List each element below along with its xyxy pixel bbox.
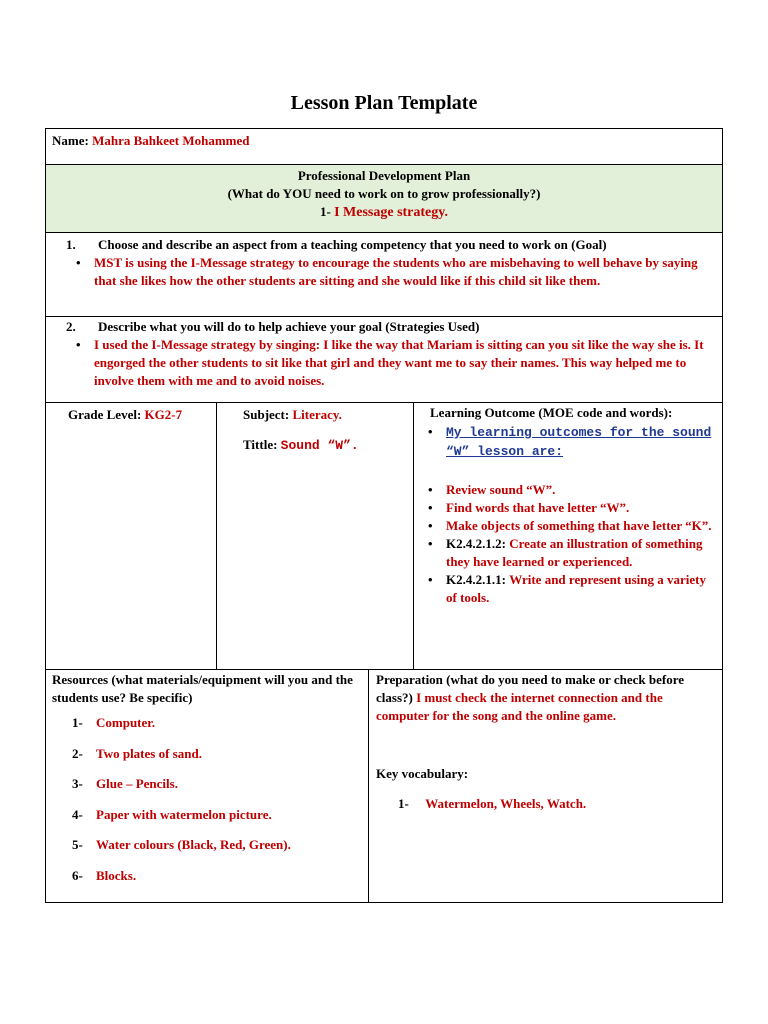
- outcome-text: Make objects of something that have letter “K”.: [446, 518, 712, 533]
- pdp-row: [46, 165, 723, 233]
- goal-number: 1.: [66, 237, 76, 252]
- resource-item: [72, 836, 362, 854]
- resource-number: 2-: [72, 745, 83, 761]
- outcome-text: Review sound “W”.: [446, 482, 556, 497]
- name-label: Name:: [52, 133, 89, 148]
- subject-label: Subject:: [243, 407, 290, 422]
- resource-item: [72, 745, 362, 763]
- tittle-label: Tittle:: [243, 437, 278, 452]
- subject-cell: [217, 403, 414, 670]
- resource-number: 4-: [72, 806, 83, 822]
- lesson-plan-table: [45, 128, 723, 903]
- outcome-text: Write and represent using a variety of tools.: [446, 572, 706, 605]
- preparation-answer: I must check the internet connection and the computer for the song and the online game.: [376, 690, 663, 723]
- grade-value: KG2-7: [144, 407, 183, 422]
- resource-number: 5-: [72, 837, 83, 852]
- strategies-row: [46, 317, 723, 403]
- page-title: Lesson Plan Template: [290, 92, 478, 114]
- outcome-label: Learning Outcome (MOE code and words):: [430, 405, 673, 420]
- goal-prompt: Choose and describe an aspect from a teaching competency that you need to work on (Goal): [98, 237, 607, 252]
- resource-text: Computer.: [96, 715, 156, 730]
- resources-list: [52, 714, 362, 885]
- resources-cell: [46, 670, 369, 903]
- pdp-item-number: 1-: [319, 204, 331, 219]
- resource-text: Two plates of sand.: [96, 745, 202, 761]
- outcome-code: K2.4.2.1.1:: [446, 572, 506, 587]
- vocab-text: Watermelon, Wheels, Watch.: [425, 796, 587, 811]
- outcome-item: [424, 517, 714, 535]
- name-row: [46, 129, 723, 165]
- outcome-text: Find words that have letter “W”.: [446, 500, 630, 515]
- outcome-item: [424, 499, 714, 517]
- pdp-item: I Message strategy.: [334, 205, 448, 220]
- outcome-code: K2.4.2.1.2:: [446, 536, 506, 551]
- resource-item: [72, 775, 362, 793]
- goal-row: [46, 233, 723, 317]
- outcome-intro: • My learning outcomes for the sound “W” lesson are:: [424, 423, 714, 461]
- resource-item: [72, 806, 362, 824]
- preparation-cell: [369, 670, 723, 903]
- resource-text: Glue – Pencils.: [96, 776, 178, 791]
- outcome-item: [424, 571, 714, 607]
- resource-text: Blocks.: [96, 867, 137, 883]
- vocab-label: Key vocabulary:: [376, 766, 469, 781]
- preparation-label: Preparation (what do you need to make or check before class?): [376, 672, 685, 705]
- name-value: Mahra Bahkeet Mohammed: [92, 133, 250, 148]
- resource-item: [72, 867, 362, 885]
- strategies-prompt: Describe what you will do to help achieve your goal (Strategies Used): [98, 319, 480, 334]
- resource-number: 6-: [72, 867, 83, 883]
- resource-text: Water colours (Black, Red, Green).: [96, 837, 291, 852]
- outcome-list: [424, 481, 714, 607]
- pdp-question: (What do YOU need to work on to grow professionally?): [227, 186, 541, 201]
- learning-outcome-cell: [414, 403, 723, 670]
- outcome-item: [424, 535, 714, 571]
- resources-label: Resources (what materials/equipment will you and the students use? Be specific): [52, 672, 353, 705]
- resource-text: Paper with watermelon picture.: [96, 806, 272, 822]
- pdp-heading: Professional Development Plan: [297, 168, 471, 183]
- resource-number: 1-: [72, 715, 83, 730]
- outcome-text: Create an illustration of something they have learned or experienced.: [446, 536, 703, 569]
- strategies-number: 2.: [66, 319, 76, 334]
- vocab-number: 1-: [398, 796, 409, 811]
- resource-number: 3-: [72, 776, 83, 791]
- strategies-answer: • I used the I-Message strategy by singing: I like the way that Mariam is sitting can you sit like the way she is. It engorged the other students to sit like that girl and they want me to say their names. This way helped me to involve them with me and to avoid noises.: [72, 336, 716, 390]
- resource-item: [72, 714, 362, 732]
- grade-label: Grade Level:: [68, 407, 142, 422]
- tittle-value: Sound “W”.: [280, 438, 359, 453]
- goal-answer: • MST is using the I-Message strategy to encourage the students who are misbehaving to well behave by saying that she likes how the other students are sitting and she would like if this child sit like them.: [72, 254, 716, 290]
- grade-cell: [46, 403, 217, 670]
- subject-value: Literacy.: [292, 407, 342, 422]
- outcome-item: [424, 481, 714, 499]
